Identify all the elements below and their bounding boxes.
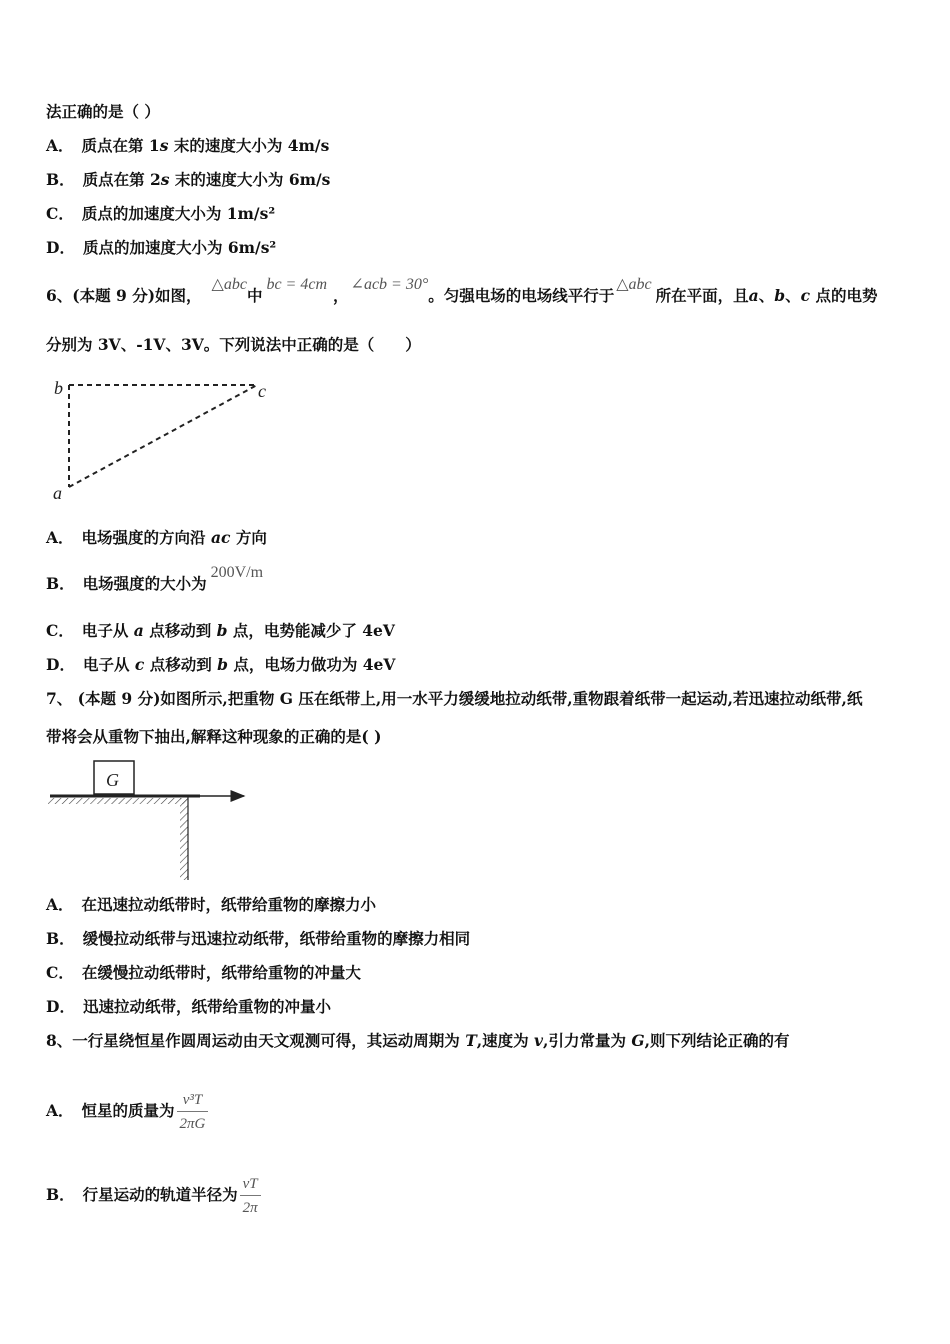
option-text: 行星运动的轨道半径为: [82, 1185, 238, 1204]
option-text-post: 方向: [230, 528, 267, 547]
option-var: c: [134, 655, 145, 674]
fraction-stellar-mass: [177, 1090, 209, 1134]
q6-text2: 。匀强电场的电场线平行于: [428, 286, 615, 305]
option-text: 电场强度的大小为: [82, 574, 207, 593]
q7-option-a: [46, 895, 376, 915]
option-text: 在缓慢拉动纸带时，纸带给重物的冲量大: [81, 963, 361, 982]
q7-option-c: [46, 963, 361, 983]
q8-text-post: ,则下列结论正确的有: [644, 1031, 790, 1050]
option-text-pre: 质点在第 1: [81, 136, 160, 155]
var-v: v: [534, 1031, 544, 1050]
q6-stem-line2: 分别为 3V、-1V、3V。下列说法中正确的是（ ）: [46, 335, 421, 354]
q8-stem: [46, 1031, 790, 1051]
q6-sep2: 、: [785, 286, 801, 305]
option-letter: B．: [46, 574, 75, 593]
q6-stem-line1: [46, 276, 878, 307]
option-letter: D．: [46, 997, 75, 1016]
option-text-post: 末的速度大小为 4m/s: [168, 136, 330, 155]
option-var: ac: [210, 528, 231, 547]
fraction-orbit-radius: [240, 1174, 261, 1218]
option-letter: B．: [46, 170, 75, 189]
var-b: b: [774, 286, 786, 305]
math-angle-acb: ∠acb = 30°: [350, 276, 429, 293]
fraction-denominator: 2π: [242, 1200, 258, 1216]
q5-tail: 法正确的是（ ）: [46, 102, 160, 121]
option-letter: A．: [46, 895, 74, 914]
var-a: a: [748, 286, 759, 305]
option-text-pre: 质点在第 2: [82, 170, 161, 189]
option-text: 迅速拉动纸带，纸带给重物的冲量小: [82, 997, 331, 1016]
q7-option-b: [46, 929, 470, 949]
ground-hatch: [48, 798, 188, 804]
var-T: T: [465, 1031, 477, 1050]
math-bc-length: bc = 4cm: [266, 276, 328, 293]
math-field-strength: 200V/m: [210, 564, 264, 581]
option-text: 缓慢拉动纸带与迅速拉动纸带，纸带给重物的摩擦力相同: [82, 929, 471, 948]
q6-option-d: [46, 655, 395, 675]
option-text: 质点的加速度大小为 1m/s²: [81, 204, 276, 223]
q5-option-b: [46, 170, 330, 190]
q6-option-b: [46, 564, 264, 595]
q8-option-b: [46, 1174, 261, 1218]
q7-option-d: [46, 997, 331, 1017]
option-var: a: [133, 621, 144, 640]
weight-label: G: [106, 770, 119, 790]
q6-triangle-figure: [50, 375, 280, 505]
q6-comma: ，: [333, 286, 349, 305]
option-letter: D．: [46, 238, 75, 257]
option-letter: A．: [46, 136, 74, 155]
label-c: c: [258, 381, 266, 401]
q8-text-mid1: ,速度为: [476, 1031, 535, 1050]
option-text-mid: 点移动到: [144, 655, 218, 674]
option-var: s: [160, 170, 170, 189]
edge-ac: [69, 385, 257, 487]
option-var: s: [159, 136, 169, 155]
q8-option-a: [46, 1090, 208, 1134]
option-letter: C．: [46, 963, 74, 982]
fraction-denominator: 2πG: [179, 1116, 206, 1132]
var-G: G: [631, 1031, 645, 1050]
option-letter: B．: [46, 929, 75, 948]
option-letter: B．: [46, 1185, 75, 1204]
q6-text4: 点的电势: [810, 286, 878, 305]
option-text-pre: 电子从: [81, 621, 134, 640]
option-var: b: [216, 621, 228, 640]
option-text-post: 点，电势能减少了 4eV: [227, 621, 395, 640]
label-b: b: [54, 378, 63, 398]
q5-option-a: [46, 136, 329, 156]
q6-option-a: [46, 528, 267, 548]
option-text-post: 末的速度大小为 6m/s: [169, 170, 331, 189]
option-text-mid: 点移动到: [143, 621, 217, 640]
option-text-pre: 电子从: [82, 655, 135, 674]
q7-tape-figure: [44, 758, 254, 886]
fraction-numerator: vT: [240, 1174, 261, 1196]
option-letter: A．: [46, 528, 74, 547]
q6-sep1: 、: [758, 286, 775, 305]
var-c: c: [800, 286, 811, 305]
fraction-numerator: v³T: [177, 1090, 209, 1112]
option-text: 在迅速拉动纸带时，纸带给重物的摩擦力小: [81, 895, 377, 914]
option-text-pre: 电场强度的方向沿: [81, 528, 211, 547]
q6-option-c: [46, 621, 395, 641]
option-text: 质点的加速度大小为 6m/s²: [82, 238, 277, 257]
q5-option-d: [46, 238, 276, 258]
option-letter: C．: [46, 204, 74, 223]
math-triangle-abc: △abc: [211, 276, 247, 293]
option-letter: A．: [46, 1101, 74, 1120]
option-var: b: [217, 655, 228, 674]
option-text-post: 点，电场力做功为 4eV: [227, 655, 396, 674]
q8-text-pre: 8、一行星绕恒星作圆周运动由天文观测可得，其运动周期为: [46, 1031, 466, 1050]
q7-stem-line2: 带将会从重物下抽出,解释这种现象的正确的是( ): [46, 727, 382, 746]
option-letter: C．: [46, 621, 74, 640]
q8-text-mid2: ,引力常量为: [543, 1031, 632, 1050]
q6-mid: 中: [246, 286, 263, 305]
q6-text3: 所在平面，且: [655, 286, 749, 305]
q6-prefix: 6、(本题 9 分)如图，: [46, 286, 202, 305]
q7-stem-line1: 7、 (本题 9 分)如图所示,把重物 G 压在纸带上,用一水平力缓缓地拉动纸带,重物跟着纸带一起运动,若迅速拉动纸带,纸: [46, 689, 863, 708]
option-text: 恒星的质量为: [81, 1101, 175, 1120]
math-triangle-abc-2: △abc: [616, 276, 652, 293]
q5-option-c: [46, 204, 275, 224]
wall-hatch: [180, 798, 188, 880]
option-letter: D．: [46, 655, 75, 674]
label-a: a: [53, 483, 62, 503]
